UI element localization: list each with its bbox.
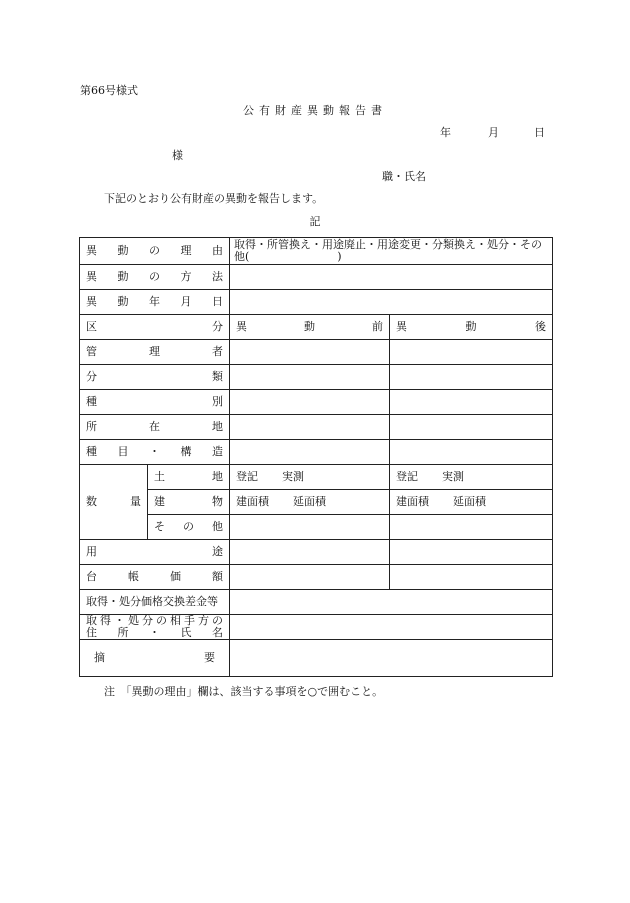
use-label-text: 用 途 xyxy=(86,545,223,558)
building-area-label: 建面積 xyxy=(236,495,269,508)
row-summary xyxy=(80,640,553,677)
ledger-value-label-text: 台 帳 価 額 xyxy=(86,570,223,583)
type-after[interactable] xyxy=(390,390,553,415)
other-label-text: そ の 他 xyxy=(154,520,223,533)
summary-label-text: 摘 要 xyxy=(94,651,215,664)
ledger-value-after[interactable] xyxy=(390,565,553,590)
floor-area-label: 延面積 xyxy=(293,495,326,508)
month-label: 月 xyxy=(488,126,499,139)
row-exchange-diff xyxy=(80,590,553,615)
type-before[interactable] xyxy=(230,390,390,415)
classification-label xyxy=(80,365,230,390)
location-after[interactable] xyxy=(390,415,553,440)
year-label: 年 xyxy=(440,126,451,139)
classification-before[interactable] xyxy=(230,365,390,390)
date-value[interactable] xyxy=(230,290,553,315)
row-classification xyxy=(80,365,553,390)
row-counterparty xyxy=(80,615,553,640)
land-label-text: 土 地 xyxy=(154,470,223,483)
building-before[interactable] xyxy=(230,490,390,515)
measured-label: 実測 xyxy=(442,470,464,483)
manager-before[interactable] xyxy=(230,340,390,365)
method-value[interactable] xyxy=(230,265,553,290)
document-title: 公有財産異動報告書 xyxy=(243,104,387,117)
registered-label: 登記 xyxy=(236,470,258,483)
summary-label xyxy=(80,640,230,677)
registered-label: 登記 xyxy=(396,470,418,483)
method-label-text: 異 動 の 方 法 xyxy=(86,270,223,283)
quantity-label-text: 数 量 xyxy=(86,495,141,508)
location-before[interactable] xyxy=(230,415,390,440)
row-type xyxy=(80,390,553,415)
land-label xyxy=(148,465,230,490)
location-label xyxy=(80,415,230,440)
date-label-text: 異 動 年 月 日 xyxy=(86,295,223,308)
row-category xyxy=(80,315,553,340)
row-building xyxy=(80,490,553,515)
before-header-text: 異 動 前 xyxy=(236,320,383,333)
ki-label: 記 xyxy=(309,215,321,228)
footnote: 注 「異動の理由」欄は、該当する事項を○で囲むこと。 xyxy=(104,685,384,698)
type-label xyxy=(80,390,230,415)
land-before[interactable] xyxy=(230,465,390,490)
classification-after[interactable] xyxy=(390,365,553,390)
manager-label-text: 管 理 者 xyxy=(86,345,223,358)
ledger-value-before[interactable] xyxy=(230,565,390,590)
reason-label-text: 異 動 の 理 由 xyxy=(86,244,223,257)
counterparty-line2: 住 所 ・ 氏 名 xyxy=(86,626,223,639)
row-use xyxy=(80,540,553,565)
reason-label xyxy=(80,238,230,265)
counterparty-line1: 取 得 ・ 処 分 の 相 手 方 の xyxy=(86,614,223,627)
building-label-text: 建 物 xyxy=(154,495,223,508)
row-method xyxy=(80,265,553,290)
exchange-diff-label: 取得・処分価格交換差金等 xyxy=(80,590,230,615)
day-label: 日 xyxy=(534,126,545,139)
building-after[interactable] xyxy=(390,490,553,515)
counterparty-value[interactable] xyxy=(230,615,553,640)
manager-after[interactable] xyxy=(390,340,553,365)
classification-label-text: 分 類 xyxy=(86,370,223,383)
after-header-text: 異 動 後 xyxy=(396,320,546,333)
row-reason xyxy=(80,238,553,265)
form-number: 第66号様式 xyxy=(80,84,138,97)
other-before[interactable] xyxy=(230,515,390,540)
quantity-label xyxy=(80,465,148,540)
other-label xyxy=(148,515,230,540)
date-label xyxy=(80,290,230,315)
summary-value[interactable] xyxy=(230,640,553,677)
other-after[interactable] xyxy=(390,515,553,540)
row-location xyxy=(80,415,553,440)
intro-text: 下記のとおり公有財産の異動を報告します。 xyxy=(104,192,324,205)
location-label-text: 所 在 地 xyxy=(86,420,223,433)
type-label-text: 種 別 xyxy=(86,395,223,408)
reason-options[interactable]: 取得・所管換え・用途廃止・用途変更・分類換え・処分・その他( ) xyxy=(230,238,553,265)
item-structure-after[interactable] xyxy=(390,440,553,465)
row-manager xyxy=(80,340,553,365)
exchange-diff-value[interactable] xyxy=(230,590,553,615)
report-table xyxy=(79,237,553,677)
after-header xyxy=(390,315,553,340)
row-other xyxy=(80,515,553,540)
before-header xyxy=(230,315,390,340)
counterparty-label xyxy=(80,615,230,640)
addressee-suffix: 様 xyxy=(172,149,183,162)
ledger-value-label xyxy=(80,565,230,590)
measured-label: 実測 xyxy=(282,470,304,483)
row-ledger-value xyxy=(80,565,553,590)
use-label xyxy=(80,540,230,565)
category-label xyxy=(80,315,230,340)
row-item-structure xyxy=(80,440,553,465)
item-structure-before[interactable] xyxy=(230,440,390,465)
manager-label xyxy=(80,340,230,365)
use-before[interactable] xyxy=(230,540,390,565)
floor-area-label: 延面積 xyxy=(453,495,486,508)
building-area-label: 建面積 xyxy=(396,495,429,508)
item-structure-label xyxy=(80,440,230,465)
use-after[interactable] xyxy=(390,540,553,565)
method-label xyxy=(80,265,230,290)
position-name-label: 職・氏名 xyxy=(382,170,426,183)
item-structure-label-text: 種 目 ・ 構 造 xyxy=(86,445,223,458)
building-label xyxy=(148,490,230,515)
row-land xyxy=(80,465,553,490)
date-line xyxy=(440,124,545,140)
category-label-text: 区 分 xyxy=(86,320,223,333)
row-date xyxy=(80,290,553,315)
land-after[interactable] xyxy=(390,465,553,490)
